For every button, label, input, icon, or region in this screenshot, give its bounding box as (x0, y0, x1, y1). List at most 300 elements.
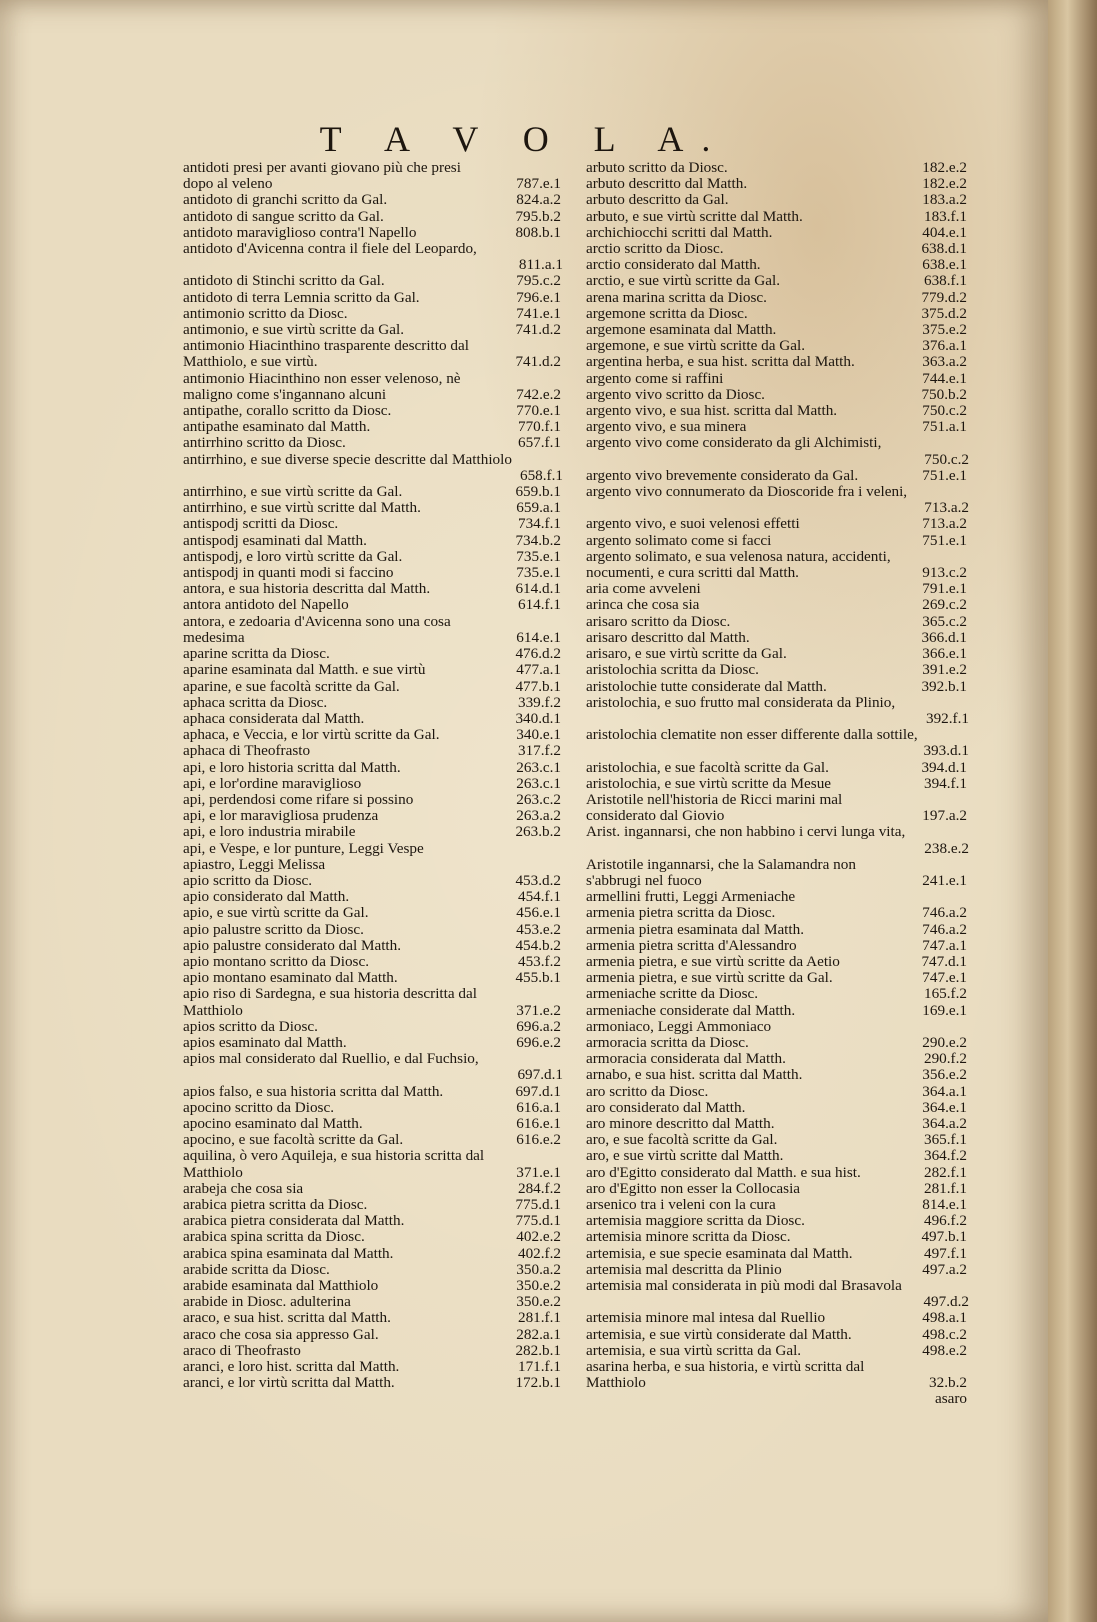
page-reference: 498.c.2 (922, 1325, 967, 1343)
index-entry (586, 792, 969, 824)
index-entry (183, 1132, 563, 1148)
index-entry (183, 905, 563, 921)
index-entry (183, 306, 563, 322)
entry-text: antirrhino, e sue virtù scritte dal Matth. (183, 499, 421, 517)
page-reference: 404.e.1 (922, 223, 967, 241)
entry-text: aparine scritta da Diosc. (183, 645, 330, 663)
page-reference: 657.f.1 (517, 434, 561, 452)
index-entry (586, 1327, 969, 1343)
index-entry (183, 986, 563, 1018)
page-reference: 454.b.2 (515, 936, 561, 954)
page-reference: 281.f.1 (517, 1309, 561, 1327)
page-reference: 182.e.2 (922, 159, 967, 176)
entry-text: arisaro scritto da Diosc. (586, 612, 731, 630)
entry-text: antidoto di terra Lemnia scritto da Gal. (183, 288, 420, 306)
entry-text: Aristotile ingannarsi, che la Salamandra non s'abbrugi nel fuoco (586, 855, 856, 889)
index-entry (586, 160, 969, 176)
page-reference: 238.e.2 (924, 839, 969, 857)
page-reference: 735.e.1 (516, 547, 561, 565)
index-entry (183, 760, 563, 776)
index-entry (586, 581, 969, 597)
index-entry (586, 1100, 969, 1116)
entry-text: antora, e sua historia descritta dal Matth. (183, 580, 431, 598)
page-reference: 366.e.1 (922, 645, 967, 663)
index-entry (586, 1278, 969, 1310)
page-reference: 281.f.1 (923, 1179, 967, 1197)
page-reference: 365.f.1 (923, 1131, 967, 1149)
entry-text: arbuto, e sue virtù scritte dal Matth. (586, 207, 803, 225)
entry-text: arctio, e sue virtù scritte da Gal. (586, 272, 780, 290)
page-reference: 263.b.2 (515, 823, 561, 841)
entry-text: api, e loro industria mirabile (183, 823, 356, 841)
entry-text: antidoto d'Avicenna contra il fiele del Leopardo, (183, 240, 477, 258)
index-entry (586, 1019, 969, 1035)
index-entry (586, 1229, 969, 1245)
index-entry (183, 452, 563, 484)
index-entry (586, 986, 969, 1002)
index-entry (183, 1278, 563, 1294)
index-entry (586, 306, 969, 322)
page-reference: 751.e.1 (922, 531, 967, 549)
index-entry (183, 889, 563, 905)
page-reference: 364.a.1 (922, 1082, 967, 1100)
page-reference: 614.e.1 (516, 628, 561, 646)
page-reference: 263.c.1 (516, 758, 561, 776)
index-entry (183, 743, 563, 759)
entry-text: armenia pietra, e sue virtù scritte da Aetio (586, 952, 840, 970)
page-reference: 392.b.1 (921, 677, 967, 695)
entry-text: argento vivo come considerato da gli Alchimisti, (586, 434, 882, 452)
index-entry (183, 1100, 563, 1116)
page-reference: 497.f.1 (923, 1244, 967, 1262)
page-reference: 453.e.2 (516, 920, 561, 938)
page-reference: 393.d.1 (923, 742, 969, 760)
entry-text: aro, e sue virtù scritte dal Matth. (586, 1147, 784, 1165)
index-entry (586, 176, 969, 192)
page-reference: 787.e.1 (516, 175, 561, 193)
entry-text: antora antidoto del Napello (183, 596, 349, 614)
page-reference: 744.e.1 (922, 369, 967, 387)
entry-text: aristolochia clematite non esser differente dalla sottile, (586, 726, 918, 744)
index-entry (183, 419, 563, 435)
index-entry (183, 371, 563, 403)
entry-text: asarina herba, e sua historia, e virtù scritta dal Matthiolo (586, 1358, 865, 1392)
entry-text: argemone esaminata dal Matth. (586, 321, 777, 339)
page-reference: 456.e.1 (516, 904, 561, 922)
index-entry (586, 549, 969, 581)
page-reference: 638.f.1 (923, 272, 967, 290)
page-reference: 746.a.2 (922, 904, 967, 922)
entry-text: armoniaco, Leggi Ammoniaco (586, 1017, 772, 1035)
page-reference: 775.d.1 (515, 1212, 561, 1230)
index-entry (586, 1051, 969, 1067)
index-entry (183, 1310, 563, 1326)
index-entry (183, 695, 563, 711)
index-entry (586, 273, 969, 289)
page-reference: 364.a.2 (922, 1114, 967, 1132)
entry-text: aquilina, ò vero Aquileja, e sua historia scritta dal Matthiolo (183, 1147, 485, 1181)
entry-text: arabica pietra considerata dal Matth. (183, 1212, 405, 1230)
page-reference: 791.e.1 (922, 580, 967, 598)
page-heading: T A V O L A. (319, 119, 729, 159)
index-entry (183, 338, 563, 370)
entry-text: artemisia, e sue virtù considerate dal Matth. (586, 1325, 852, 1343)
page-reference: 364.e.1 (922, 1098, 967, 1116)
page-reference: 750.c.2 (924, 450, 969, 468)
index-entry (586, 435, 969, 467)
page-reference: 197.a.2 (922, 807, 967, 825)
index-entry (586, 1181, 969, 1197)
entry-text: artemisia minore mal intesa dal Ruellio (586, 1309, 826, 1327)
entry-text: armeniache scritte da Diosc. (586, 985, 759, 1003)
entry-text: arena marina scritta da Diosc. (586, 288, 767, 306)
index-entry (586, 630, 969, 646)
entry-text: apio montano esaminato dal Matth. (183, 969, 398, 987)
index-entry (183, 1197, 563, 1213)
index-entry (183, 533, 563, 549)
entry-text: argento vivo, e suoi velenosi effetti (586, 515, 800, 533)
page-reference: 498.e.2 (922, 1341, 967, 1359)
index-entry (586, 1084, 969, 1100)
entry-text: archichiocchi scritti dal Matth. (586, 223, 773, 241)
page-reference: 741.d.2 (515, 321, 561, 339)
page-reference: 371.e.2 (516, 1001, 561, 1019)
index-entry (183, 873, 563, 889)
index-entry (183, 516, 563, 532)
index-entry (586, 1067, 969, 1083)
page-reference: 616.e.2 (516, 1131, 561, 1149)
page-reference: 658.f.1 (519, 466, 563, 484)
index-entry (586, 403, 969, 419)
entry-text: aristolochia, e suo frutto mal considerata da Plinio, (586, 693, 896, 711)
entry-text: arabica spina scritta da Diosc. (183, 1228, 365, 1246)
index-entry (183, 500, 563, 516)
entry-text: armenia pietra scritta da Diosc. (586, 904, 776, 922)
index-entry (586, 1197, 969, 1213)
entry-text: apios falso, e sua historia scritta dal Matth. (183, 1082, 444, 1100)
entry-text: artemisia mal considerata in più modi dal Brasavola (586, 1277, 902, 1295)
page-reference: 741.d.2 (515, 353, 561, 371)
index-entry (586, 889, 969, 905)
index-entry (183, 565, 563, 581)
entry-text: antipathe esaminato dal Matth. (183, 418, 371, 436)
entry-text: aro minore descritto dal Matth. (586, 1114, 775, 1132)
page-reference: 795.b.2 (515, 207, 561, 225)
page-reference: 713.a.2 (922, 515, 967, 533)
entry-text: antimonio, e sue virtù scritte da Gal. (183, 321, 405, 339)
entry-text: antora, e zedoaria d'Avicenna sono una cosa medesima (183, 612, 451, 646)
page-reference: 638.d.1 (921, 240, 967, 258)
page-reference: 169.e.1 (922, 1001, 967, 1019)
entry-text: arctio scritto da Diosc. (586, 240, 724, 258)
index-entry (586, 760, 969, 776)
entry-text: antirrhino scritto da Diosc. (183, 434, 346, 452)
index-entry (183, 1294, 563, 1310)
page-reference: 183.f.1 (923, 207, 967, 225)
page-reference: 290.e.2 (922, 1033, 967, 1051)
page-reference: 734.f.1 (517, 515, 561, 533)
page-reference: 371.e.1 (516, 1163, 561, 1181)
index-entry (586, 776, 969, 792)
page-reference: 638.e.1 (922, 256, 967, 274)
entry-text: arnabo, e sua hist. scritta dal Matth. (586, 1066, 803, 1084)
page-reference: 497.a.2 (922, 1260, 967, 1278)
index-entry (586, 371, 969, 387)
index-entry (586, 1310, 969, 1326)
entry-text: antidoto di sangue scritto da Gal. (183, 207, 384, 225)
entry-text: antidoto maraviglioso contra'l Napello (183, 223, 417, 241)
index-entry (183, 922, 563, 938)
entry-text: antispodj, e loro virtù scritte da Gal. (183, 547, 403, 565)
entry-text: apios esaminato dal Matth. (183, 1033, 347, 1051)
index-entry (586, 516, 969, 532)
page-reference: 824.a.2 (516, 191, 561, 209)
page-reference: 477.b.1 (515, 677, 561, 695)
page-reference: 284.f.2 (517, 1179, 561, 1197)
page-reference: 356.e.2 (922, 1066, 967, 1084)
index-entry (183, 1051, 563, 1083)
entry-text: Aristotile nell'historia de Ricci marini mal considerato dal Giovio (586, 790, 843, 825)
entry-text: api, perdendosi come rifare si possino (183, 790, 414, 808)
page-reference: 913.c.2 (922, 564, 967, 582)
entry-text: arabica pietra scritta da Diosc. (183, 1196, 368, 1213)
adjacent-page-edge (1048, 0, 1097, 1622)
index-entry (183, 1229, 563, 1245)
entry-text: api, e lor'ordine maraviglioso (183, 774, 362, 792)
entry-text: artemisia minore scritta da Diosc. (586, 1228, 791, 1246)
entry-text: argentina herba, e sua hist. scritta dal Matth. (586, 353, 855, 371)
index-entry (586, 922, 969, 938)
page-reference: 616.e.1 (516, 1114, 561, 1132)
index-column-left (183, 160, 563, 1391)
entry-text: arbuto scritto da Diosc. (586, 159, 728, 176)
page-reference: 747.a.1 (922, 936, 967, 954)
index-entry (183, 857, 563, 873)
entry-text: aro d'Egitto considerato dal Matth. e sua hist. (586, 1163, 861, 1181)
index-entry (586, 1003, 969, 1019)
entry-text: argemone scritta da Diosc. (586, 304, 748, 322)
entry-text: arisaro descritto dal Matth. (586, 628, 750, 646)
index-entry (183, 954, 563, 970)
entry-text: antispodj in quanti modi si faccino (183, 564, 394, 582)
entry-text: arabide in Diosc. adulterina (183, 1293, 351, 1311)
entry-text: apios mal considerato dal Ruellio, e dal Fuchsio, (183, 1050, 479, 1068)
index-entry (183, 938, 563, 954)
entry-text: aranci, e lor virtù scritta dal Matth. (183, 1374, 395, 1392)
entry-text: apocino, e sue facoltà scritte da Gal. (183, 1131, 404, 1149)
index-entry (586, 1246, 969, 1262)
entry-text: aphaca scritta da Diosc. (183, 693, 328, 711)
page-reference: 742.e.2 (516, 385, 561, 403)
page-reference: 394.f.1 (923, 774, 967, 792)
entry-text: antidoti presi per avanti giovano più che presi dopo al veleno (183, 159, 461, 193)
entry-text: argento vivo scritto da Diosc. (586, 385, 765, 403)
page-reference: 340.e.1 (516, 726, 561, 744)
index-entry (183, 225, 563, 241)
page-reference: 394.d.1 (921, 758, 967, 776)
entry-text: aparine, e sue facoltà scritte da Gal. (183, 677, 400, 695)
page-reference: 750.c.2 (922, 402, 967, 420)
page-reference: 697.d.1 (515, 1082, 561, 1100)
entry-text: apio palustre considerato dal Matth. (183, 936, 402, 954)
index-entry (183, 1181, 563, 1197)
entry-text: aro considerato dal Matth. (586, 1098, 746, 1116)
page-reference: 455.b.1 (515, 969, 561, 987)
index-entry (586, 484, 969, 516)
entry-text: aristolochia scritta da Diosc. (586, 661, 759, 679)
page-reference: 165.f.2 (923, 985, 967, 1003)
index-column-right (586, 160, 969, 1408)
page-reference: 659.b.1 (515, 483, 561, 501)
page-reference: 392.f.1 (925, 709, 969, 727)
page-reference: 183.a.2 (922, 191, 967, 209)
entry-text: antimonio scritto da Diosc. (183, 304, 348, 322)
page-reference: 365.c.2 (922, 612, 967, 630)
index-entry (183, 792, 563, 808)
index-entry (183, 776, 563, 792)
index-entry (183, 679, 563, 695)
page-reference: 376.a.1 (922, 337, 967, 355)
page-reference: 269.c.2 (922, 596, 967, 614)
index-entry (183, 1084, 563, 1100)
page-reference: 713.a.2 (924, 499, 969, 517)
entry-text: araco, e sua hist. scritta dal Matth. (183, 1309, 391, 1327)
entry-text: apios scritto da Diosc. (183, 1017, 318, 1035)
entry-text: artemisia maggiore scritta da Diosc. (586, 1212, 805, 1230)
page-reference: 282.f.1 (923, 1163, 967, 1181)
entry-text: antimonio Hiacinthino non esser velenoso, nè maligno come s'ingannano alcuni (183, 369, 461, 403)
index-entry (586, 322, 969, 338)
page-reference: 659.a.1 (516, 499, 561, 517)
entry-text: artemisia, e sua virtù scritta da Gal. (586, 1341, 802, 1359)
page-reference: 391.e.2 (922, 661, 967, 679)
page-reference: 402.e.2 (516, 1228, 561, 1246)
index-entry (183, 1116, 563, 1132)
index-entry (586, 938, 969, 954)
page-reference: 241.e.1 (922, 871, 967, 889)
index-entry (183, 1035, 563, 1051)
index-entry (183, 597, 563, 613)
page-reference: 263.c.1 (516, 774, 561, 792)
entry-text: aro scritto da Diosc. (586, 1082, 709, 1100)
entry-text: arctio considerato dal Matth. (586, 256, 761, 274)
index-entry (183, 824, 563, 840)
page-reference: 741.e.1 (516, 304, 561, 322)
entry-text: artemisia mal descritta da Plinio (586, 1260, 782, 1278)
page-reference: 498.a.1 (922, 1309, 967, 1327)
page-reference: 282.b.1 (515, 1341, 561, 1359)
page-reference: 751.a.1 (922, 418, 967, 436)
index-entry (586, 1035, 969, 1051)
page-reference: 734.b.2 (515, 531, 561, 549)
index-entry (183, 1343, 563, 1359)
index-entry (183, 1375, 563, 1391)
entry-text: antirrhino, e sue virtù scritte da Gal. (183, 483, 403, 501)
entry-text: arabide scritta da Diosc. (183, 1260, 330, 1278)
entry-text: aparine esaminata dal Matth. e sue virtù (183, 661, 426, 679)
entry-text: arabide esaminata dal Matthiolo (183, 1277, 379, 1295)
entry-text: argento vivo connumerato da Dioscoride fra i veleni, (586, 483, 908, 501)
index-entry (586, 468, 969, 484)
page-reference: 795.c.2 (516, 272, 561, 290)
index-entry (183, 727, 563, 743)
entry-text: antidoto di Stinchi scritto da Gal. (183, 272, 385, 290)
index-entry (586, 662, 969, 678)
index-entry (183, 1262, 563, 1278)
entry-text: arabica spina esaminata dal Matth. (183, 1244, 394, 1262)
page-reference: 453.d.2 (515, 871, 561, 889)
page-reference: 477.a.1 (516, 661, 561, 679)
index-entry (586, 209, 969, 225)
page-reference: 496.f.2 (923, 1212, 967, 1230)
page-reference: 746.a.2 (922, 920, 967, 938)
page-reference: 339.f.2 (517, 693, 561, 711)
page-reference: 770.f.1 (517, 418, 561, 436)
entry-text: apio riso di Sardegna, e sua historia descritta dal Matthiolo (183, 985, 477, 1019)
index-entry (183, 711, 563, 727)
entry-text: argento solimato come si facci (586, 531, 772, 549)
entry-text: antispodj esaminati dal Matth. (183, 531, 367, 549)
entry-text: armenia pietra scritta d'Alessandro (586, 936, 797, 954)
index-entry (586, 1165, 969, 1181)
entry-text: arbuto descritto da Gal. (586, 191, 729, 209)
page-reference: 171.f.1 (517, 1358, 561, 1376)
entry-text: arsenico tra i veleni con la cura (586, 1196, 776, 1213)
entry-text: apio palustre scritto da Diosc. (183, 920, 364, 938)
entry-text: argento vivo, e sua minera (586, 418, 747, 436)
page-reference: 350.a.2 (516, 1260, 561, 1278)
index-entry (183, 1359, 563, 1375)
entry-text: apio considerato dal Matth. (183, 888, 350, 906)
index-entry (586, 597, 969, 613)
page-reference: 750.b.2 (921, 385, 967, 403)
page-reference: 697.d.1 (517, 1066, 563, 1084)
entry-text: aria come avveleni (586, 580, 701, 598)
catchword: asaro (934, 1390, 967, 1408)
index-entry (183, 1246, 563, 1262)
index-entry (183, 646, 563, 662)
page-reference: 263.a.2 (516, 807, 561, 825)
page-reference: 454.f.1 (517, 888, 561, 906)
entry-text: argento vivo, e sua hist. scritta dal Matth. (586, 402, 838, 420)
index-entry (586, 1213, 969, 1229)
index-entry (183, 662, 563, 678)
page-reference: 779.d.2 (921, 288, 967, 306)
page-reference: 614.f.1 (517, 596, 561, 614)
entry-text: arabeja che cosa sia (183, 1179, 304, 1197)
index-entry (183, 1327, 563, 1343)
index-entry (586, 970, 969, 986)
index-entry (586, 1262, 969, 1278)
index-entry (586, 679, 969, 695)
index-entry (183, 322, 563, 338)
entry-text: apio, e sue virtù scritte da Gal. (183, 904, 369, 922)
index-entry (183, 484, 563, 500)
page-reference: 747.e.1 (922, 969, 967, 987)
index-entry (586, 257, 969, 273)
index-entry (183, 192, 563, 208)
index-entry (586, 1116, 969, 1132)
index-entry (586, 387, 969, 403)
entry-text: aranci, e loro hist. scritta dal Matth. (183, 1358, 400, 1376)
entry-text: apio scritto da Diosc. (183, 871, 313, 889)
index-entry (586, 419, 969, 435)
entry-text: aphaca, e Veccia, e lor virtù scritte da Gal. (183, 726, 440, 744)
page-reference: 172.b.1 (515, 1374, 561, 1392)
page-reference: 614.d.1 (515, 580, 561, 598)
page-reference: 751.e.1 (922, 466, 967, 484)
page-reference: 375.e.2 (922, 321, 967, 339)
